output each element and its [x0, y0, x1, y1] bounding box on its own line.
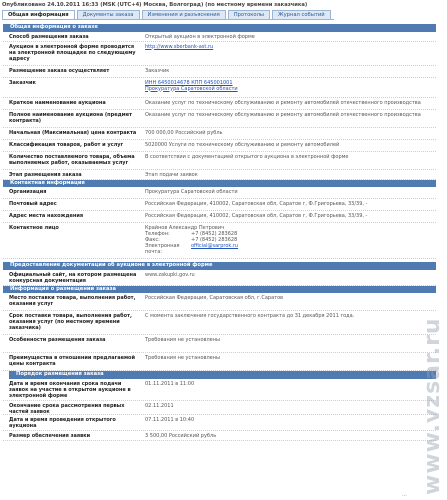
- row-label: Начальная (Максимальная) цена контракта: [9, 129, 137, 136]
- row-value: 5020000 Услуги по техническому обслуживанию и ремонту автомобилей: [145, 141, 340, 148]
- section-header-documentation: Предоставление документации об аукционе в электронной форме: [3, 262, 436, 270]
- phone-value: +7 (8452) 283628: [191, 231, 238, 237]
- tab-event-log[interactable]: Журнал событий: [272, 10, 331, 20]
- row-value: 3 500,00 Российский рубль: [145, 432, 217, 439]
- row-label: Преимущества в отношении предлагаемой цены контракта: [9, 355, 135, 367]
- table-row: [3, 78, 436, 98]
- row-value: Прокуратура Саратовской области: [145, 189, 238, 195]
- site-watermark: www.vzsar.ru: [420, 317, 445, 495]
- row-label: Срок поставки товара, выполнения работ, оказания услуг (по местному времени заказчика): [9, 313, 132, 331]
- row-value: Оказание услуг по техническому обслуживанию и ремонту автомобилей отечественного производства: [145, 111, 421, 118]
- tab-changes[interactable]: Изменения и разъяснения: [142, 10, 226, 20]
- row-value: www.zakupki.gov.ru: [145, 271, 195, 278]
- row-label: Размер обеспечения заявки: [9, 432, 91, 439]
- row-value: Требования не установлены: [145, 337, 220, 343]
- table-row: [3, 152, 436, 170]
- row-label: Аукцион в электронной форме проводится на электронной площадке по следующему адресу: [9, 43, 136, 62]
- section-header-order: Порядок размещения заказа: [9, 371, 436, 379]
- row-value: Открытый аукцион в электронной форме: [145, 33, 255, 40]
- row-value: 700 000,00 Российский рубль: [145, 129, 223, 136]
- table-row: [3, 293, 436, 311]
- row-label: Количество поставляемого товара, объема выполняемых работ, оказываемых услуг: [9, 153, 135, 166]
- table-row: [3, 170, 436, 180]
- row-value: С момента заключения государственного контракта до 31 декабря 2011 года.: [145, 313, 355, 319]
- section-header-contact: Контактная информация: [3, 180, 436, 188]
- tab-divider: [2, 19, 334, 20]
- row-value: В соответствии с документацией открытого аукциона в электронной форме: [145, 153, 349, 160]
- publication-date: Опубликовано 24.10.2011 16:33 (MSK (UTC+4) Москва, Волгоград) (по местному времени заказчика): [2, 2, 308, 8]
- section-header-general: Общая информация о заказе: [3, 24, 436, 32]
- table-row: [3, 98, 436, 110]
- row-value: 01.11.2011 в 11:00: [145, 380, 195, 387]
- table-row: [3, 32, 436, 42]
- row-label: Заказчик: [9, 79, 36, 86]
- row-label: Почтовый адрес: [9, 201, 57, 207]
- row-value: Заказчик: [145, 67, 170, 74]
- table-row: [3, 431, 436, 441]
- platform-link[interactable]: http://www.sberbank-ast.ru: [145, 43, 214, 50]
- row-label: Полное наименование аукциона (предмет контракта): [9, 111, 132, 124]
- table-row: [3, 335, 436, 353]
- row-value: 02.11.2011: [145, 402, 174, 409]
- row-label: Этап размещения заказа: [9, 171, 82, 178]
- phone-label: Телефон:: [145, 231, 170, 237]
- contact-person-name: Крайнов Александр Петрович: [145, 225, 225, 231]
- row-value: Российская Федерация, 410002, Саратовская обл, Саратов г, Ф.Григорьева, 33/39, -: [145, 201, 368, 207]
- row-label: Адрес места нахождения: [9, 213, 84, 219]
- table-row: [3, 311, 436, 335]
- fax-value: +7 (8452) 283628: [191, 237, 238, 243]
- row-value: Российская Федерация, 410002, Саратовская обл, Саратов г, Ф.Григорьева, 33/39, -: [145, 213, 368, 219]
- row-label: Официальный сайт, на котором размещена конкурсная документация: [9, 271, 137, 284]
- tab-order-documents[interactable]: Документы заказа: [77, 10, 140, 20]
- row-value: Оказание услуг по техническому обслуживанию и ремонту автомобилей отечественного производства: [145, 99, 421, 106]
- table-row: [3, 415, 436, 431]
- table-row: [3, 353, 436, 371]
- row-label: Место поставки товара, выполнения работ, оказания услуг: [9, 295, 136, 307]
- row-label: Размещение заказа осуществляет: [9, 67, 110, 74]
- email-label: Электронная почта:: [145, 243, 180, 255]
- content-area: [3, 24, 436, 441]
- customer-inn-link[interactable]: ИНН 6450014678 КПП 645001001: [145, 79, 233, 86]
- row-value: 07.11.2011 в 10:40: [145, 416, 195, 423]
- table-row: [3, 140, 436, 152]
- customer-name-link[interactable]: Прокуратура Саратовской области: [145, 85, 238, 92]
- table-row: [3, 128, 436, 140]
- table-row: [3, 379, 436, 401]
- table-row: [3, 270, 436, 286]
- section-header-placement: Информация о размещении заказа: [3, 286, 436, 294]
- row-value: Требования не установлены: [145, 355, 220, 361]
- table-row: [3, 42, 436, 66]
- row-value: Российская Федерация, Саратовская обл, г.Саратов: [145, 295, 284, 301]
- table-row: [3, 110, 436, 128]
- table-row: [3, 211, 436, 223]
- tab-general-info[interactable]: Общая информация: [2, 10, 75, 20]
- table-row: [3, 66, 436, 78]
- row-label: Классификация товаров, работ и услуг: [9, 141, 124, 148]
- corner-mark: ...: [402, 492, 407, 498]
- table-row: [3, 401, 436, 415]
- row-label: Организация: [9, 189, 47, 195]
- row-label: Особенности размещения заказа: [9, 337, 106, 343]
- row-label: Способ размещения заказа: [9, 33, 89, 40]
- tab-protocols[interactable]: Протоколы: [228, 10, 270, 20]
- row-value: Этап подачи заявок: [145, 171, 198, 178]
- table-row: [3, 223, 436, 259]
- row-label: Дата и время проведения открытого аукциона: [9, 416, 116, 429]
- fax-label: Факс:: [145, 237, 160, 243]
- table-row: [3, 199, 436, 211]
- row-label: Краткое наименование аукциона: [9, 99, 106, 106]
- table-row: [3, 187, 436, 199]
- row-label: Окончание срока рассмотрения первых частей заявок: [9, 402, 125, 415]
- row-label: Контактное лицо: [9, 225, 59, 231]
- row-label: Дата и время окончания срока подачи заявок на участие в открытом аукционе в электронной форме: [9, 380, 131, 399]
- email-link[interactable]: official@sarprok.ru: [191, 243, 239, 249]
